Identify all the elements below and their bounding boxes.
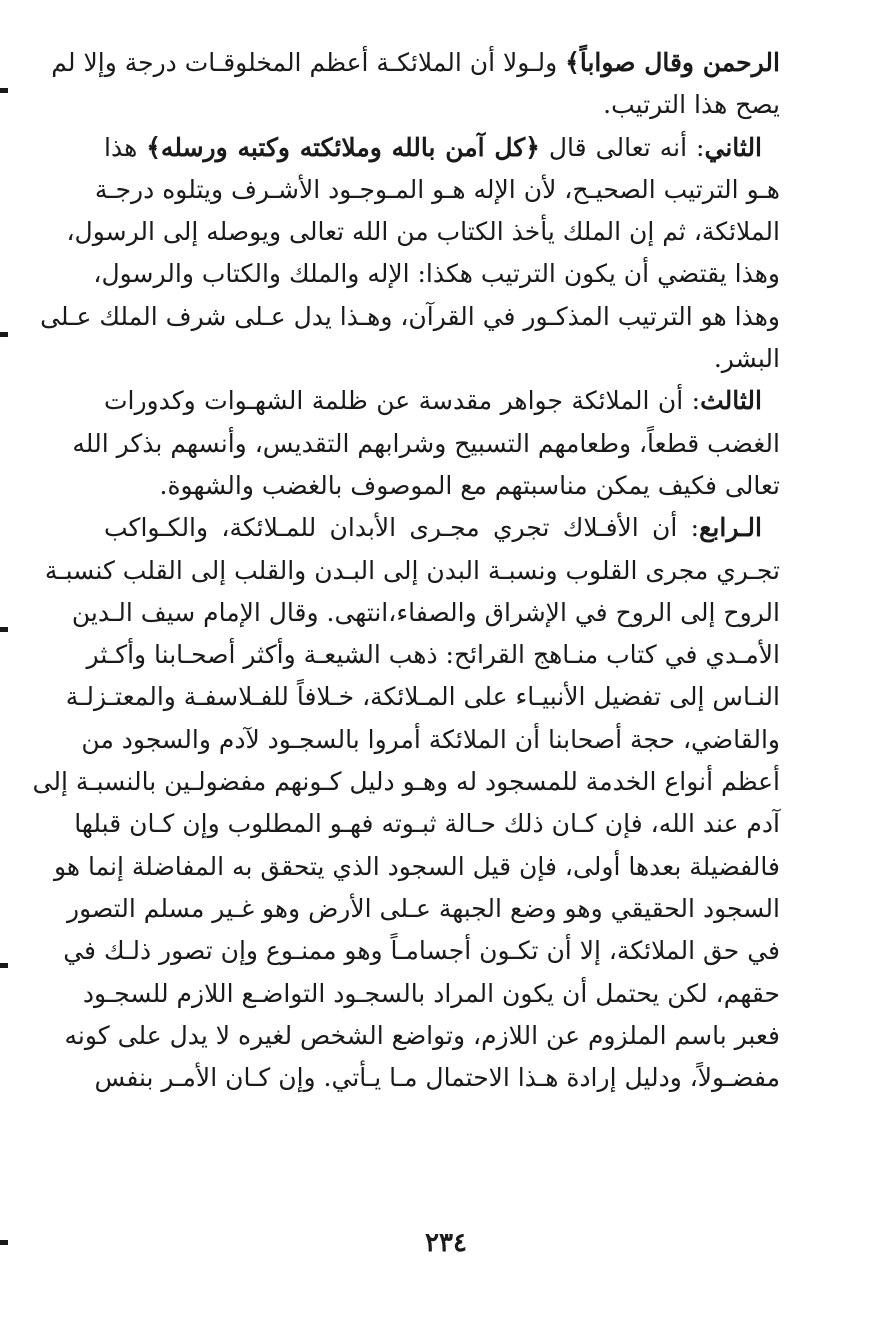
text-run: مفضـولاً، ودليل إرادة هـذا الاحتمال مـا يـأتي. وإن كـان الأمـر بنفس — [94, 1063, 780, 1093]
text-run: الأمـدي في كتاب منـاهج القرائح: ذهب الشيعـة وأكثر أصحـابنا وأكـثر — [86, 640, 780, 670]
text-line — [44, 550, 780, 592]
page-body — [32, 42, 780, 1099]
text-run: السجود الحقيقي وهو وضع الجبهة عـلى الأرض وهو غـير مسلم التصور — [67, 893, 780, 923]
text-run: : أنه تعالى قال — [539, 132, 705, 162]
text-run: فالفضيلة بعدها أولى، فإن قيل السجود الذي يتحقق به المفاضلة إنما هو — [53, 851, 780, 881]
text-line — [86, 634, 780, 676]
text-run: الملائكة، ثم إن الملك يأخذ الكتاب من الله تعالى ويوصله إلى الرسول، — [66, 217, 780, 247]
bold-text-run: الثالث — [700, 386, 762, 416]
text-run: تعالى فكيف يمكن مناسبتهم مع الموصوف بالغضب والشهوة. — [159, 470, 780, 500]
text-line — [32, 761, 780, 803]
bold-text-run: الثاني — [704, 132, 763, 162]
scan-edge-mark — [0, 963, 8, 968]
text-run: آدم عند الله، فإن كـان ذلك حـالة ثبـوته فهـو المطلوب وإن كـان قبلها — [74, 809, 780, 839]
text-run: الروح إلى الروح في الإشراق والصفاء،انتهى. وقال الإمام سيف الـدين — [71, 597, 780, 627]
text-line — [81, 719, 780, 761]
text-run: الغضب قطعاً، وطعامهم التسبيح وشرابهم التقديس، وأنسهم بذكر الله — [72, 428, 780, 458]
text-line — [82, 973, 780, 1015]
text-line — [71, 592, 780, 634]
text-run: أعظم أنواع الخدمة للمسجود له وهـو دليل كـونهم مفضولـين بالنسبـة إلى — [32, 767, 780, 797]
text-line — [67, 888, 780, 930]
text-line — [104, 84, 780, 126]
text-run: حقهم، لكن يحتمل أن يكون المراد بالسجـود التواضـع اللازم للسجـود — [82, 978, 780, 1008]
text-run: وهذا هو الترتيب المذكـور في القرآن، وهـذا يدل عـلى شرف الملك عـلى — [40, 301, 780, 331]
text-line — [104, 127, 780, 169]
text-run: يصح هذا الترتيب. — [603, 90, 780, 120]
text-run: : أن الأفـلاك تجري مجـرى الأبدان للمـلائكة، والكـواكب — [104, 513, 700, 543]
text-line — [104, 338, 780, 380]
text-line — [40, 296, 780, 338]
text-line — [94, 169, 780, 211]
text-run: تجـري مجرى القلوب ونسبـة البدن إلى البـدن والقلب إلى القلب كنسبـة — [44, 555, 780, 585]
bold-text-run: الرحمن وقال صواباً﴾ — [565, 48, 780, 77]
text-line — [51, 42, 780, 84]
text-line — [66, 211, 780, 253]
text-run: فعبر باسم الملزوم عن اللازم، وتواضع الشخص لغيره لا يدل على كونه — [64, 1020, 780, 1050]
scan-edge-mark — [0, 1240, 8, 1245]
text-line — [93, 253, 780, 295]
text-run: ولـولا أن الملائكـة أعظم المخلوقـات درجة وإلا لم — [51, 48, 566, 77]
text-line — [65, 676, 780, 718]
text-run: هذا — [104, 132, 147, 162]
text-line — [63, 930, 780, 972]
scan-edge-mark — [0, 88, 8, 93]
text-line — [64, 1015, 780, 1057]
text-run: وهذا يقتضي أن يكون الترتيب هكذا: الإله والملك والكتاب والرسول، — [93, 259, 780, 289]
text-line — [53, 846, 780, 888]
text-line — [94, 1057, 780, 1099]
text-line — [72, 423, 780, 465]
text-line — [104, 465, 780, 507]
page-number: ٢٣٤ — [425, 1228, 467, 1258]
bold-text-run: ﴿كل آمن بالله وملائكته وكتبه ورسله﴾ — [146, 132, 540, 162]
text-line — [104, 507, 780, 549]
text-run: والقاضي، حجة أصحابنا أن الملائكة أمروا بالسجـود لآدم والسجود من — [81, 724, 780, 754]
bold-text-run: الـرابع — [699, 513, 762, 543]
scan-edge-mark — [0, 332, 8, 337]
text-line — [74, 803, 780, 845]
scan-edge-mark — [0, 627, 8, 632]
text-run: في حق الملائكة، إلا أن تكـون أجسامـاً وهو ممنـوع وإن تصور ذلـك في — [63, 936, 780, 966]
text-run: النـاس إلى تفضيل الأنبيـاء على المـلائكة، خـلافاً للفـلاسفـة والمعتـزلـة — [65, 682, 780, 712]
text-run: البشر. — [713, 344, 780, 374]
text-run: : أن الملائكة جواهر مقدسة عن ظلمة الشهـوات وكدورات — [104, 386, 701, 416]
text-run: هـو الترتيب الصحيـح، لأن الإله هـو المـوجـود الأشـرف ويتلوه درجـة — [94, 174, 780, 204]
text-line — [104, 380, 780, 422]
